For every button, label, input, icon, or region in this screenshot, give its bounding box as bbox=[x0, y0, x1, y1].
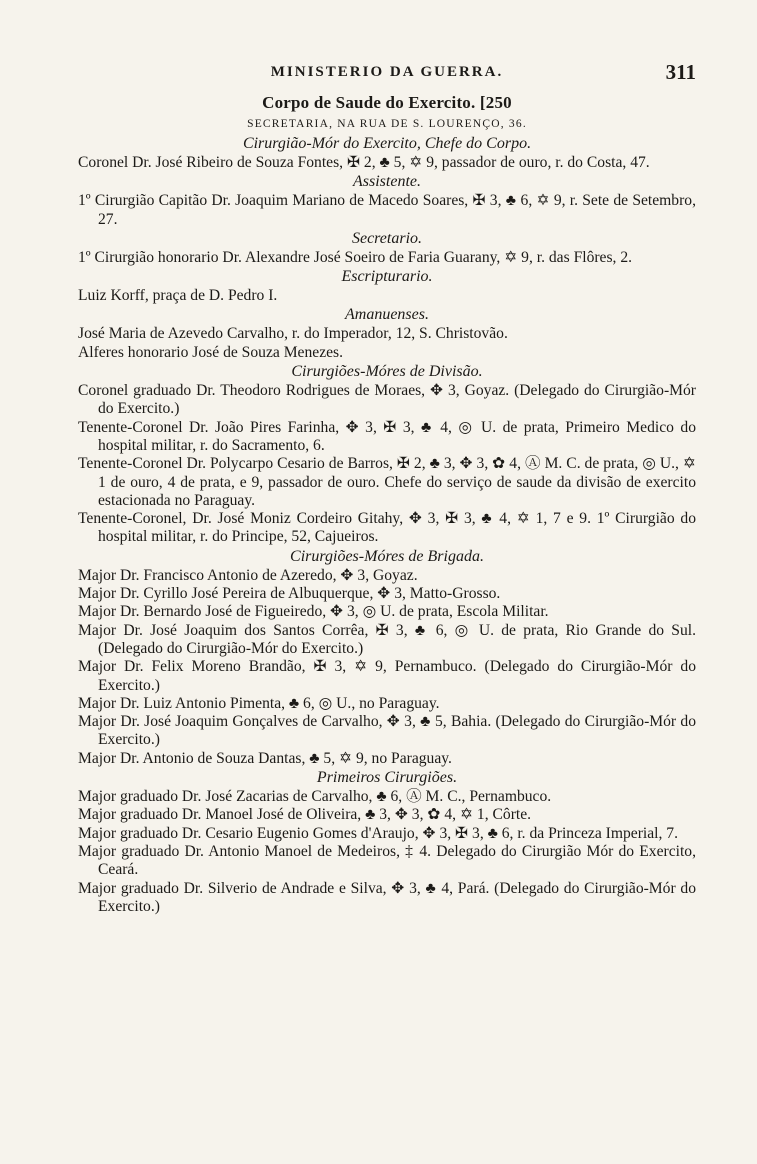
roster-entry: Major Dr. Luiz Antonio Pimenta, ♣ 6, ◎ U., no Paraguay. bbox=[78, 694, 440, 712]
roster-entry: Major Dr. Antonio de Souza Dantas, ♣ 5, ✡ 9, no Paraguay. bbox=[78, 749, 452, 767]
roster-entry: José Maria de Azevedo Carvalho, r. do Imperador, 12, S. Christovão. bbox=[78, 325, 508, 343]
roster-entry: Tenente-Coronel Dr. Polycarpo Cesario de Barros, ✠ 2, ♣ 3, ✥ 3, ✿ 4, Ⓐ M. C. de prata, ◎ U., ✡ 1 de ouro, 4 de prata, e 9, passador de ouro. Chefe do serviço de saude da divisão de exercito estacionada no Paraguay. bbox=[78, 455, 696, 509]
document-body bbox=[78, 134, 696, 916]
roster-entry: Major graduado Dr. Silverio de Andrade e Silva, ✥ 3, ♣ 4, Pará. (Delegado do Cirurgião-Mór do Exercito.) bbox=[78, 879, 696, 915]
roster-entry: Major Dr. Bernardo José de Figueiredo, ✥ 3, ◎ U. de prata, Escola Militar. bbox=[78, 603, 549, 621]
roster-entry: Major Dr. Felix Moreno Brandão, ✠ 3, ✡ 9, Pernambuco. (Delegado do Cirurgião-Mór do Exercito.) bbox=[78, 658, 696, 694]
section-heading: Secretario. bbox=[351, 229, 423, 247]
roster-entry: Tenente-Coronel Dr. João Pires Farinha, ✥ 3, ✠ 3, ♣ 4, ◎ U. de prata, Primeiro Medico do hospital militar, r. do Sacramento, 6. bbox=[78, 418, 696, 454]
roster-entry: Major Dr. Cyrillo José Pereira de Albuquerque, ✥ 3, Matto-Grosso. bbox=[78, 585, 501, 603]
section-heading: Primeiros Cirurgiões. bbox=[316, 769, 458, 787]
roster-entry: Major graduado Dr. Manoel José de Oliveira, ♣ 3, ✥ 3, ✿ 4, ✡ 1, Côrte. bbox=[78, 806, 532, 824]
section-heading: Assistente. bbox=[353, 173, 421, 191]
roster-entry: Major Dr. José Joaquim Gonçalves de Carvalho, ✥ 3, ♣ 5, Bahia. (Delegado do Cirurgião-Mór do Exercito.) bbox=[78, 713, 696, 749]
secretariat-address: SECRETARIA, NA RUA DE S. LOURENÇO, 36. bbox=[247, 118, 527, 130]
section-heading: Cirurgião-Mór do Exercito, Chefe do Corpo. bbox=[242, 135, 532, 152]
roster-entry: Alferes honorario José de Souza Menezes. bbox=[78, 343, 344, 361]
roster-entry: Luiz Korff, praça de D. Pedro I. bbox=[78, 287, 278, 305]
running-head: MINISTERIO DA GUERRA. bbox=[270, 64, 504, 80]
page-header bbox=[78, 58, 696, 92]
section-heading: Cirurgiões-Móres de Brigada. bbox=[290, 547, 484, 565]
roster-entry: Major Dr. José Joaquim dos Santos Corrêa, ✠ 3, ♣ 6, ◎ U. de prata, Rio Grande do Sul. (Delegado do Cirurgião-Mór do Exercito.) bbox=[78, 621, 696, 657]
roster-entry: Tenente-Coronel, Dr. José Moniz Cordeiro Gitahy, ✥ 3, ✠ 3, ♣ 4, ✡ 1, 7 e 9. 1º Cirurgião do hospital militar, r. do Principe, 52, Cajueiros. bbox=[78, 510, 696, 546]
roster-entry: Major graduado Dr. Cesario Eugenio Gomes d'Araujo, ✥ 3, ✠ 3, ♣ 6, r. da Princeza Imperial, 7. bbox=[78, 824, 678, 842]
roster-entry: Coronel Dr. José Ribeiro de Souza Fontes, ✠ 2, ♣ 5, ✡ 9, passador de ouro, r. do Costa, 47. bbox=[78, 154, 650, 171]
roster-entry: 1º Cirurgião honorario Dr. Alexandre José Soeiro de Faria Guarany, ✡ 9, r. das Flôres, 2. bbox=[78, 248, 633, 266]
page-number: 311 bbox=[665, 60, 696, 84]
roster-entry: 1º Cirurgião Capitão Dr. Joaquim Mariano de Macedo Soares, ✠ 3, ♣ 6, ✡ 9, r. Sete de Setembro, 27. bbox=[78, 192, 696, 228]
roster-entry: Coronel graduado Dr. Theodoro Rodrigues de Moraes, ✥ 3, Goyaz. (Delegado do Cirurgião-Mór do Exercito.) bbox=[78, 382, 696, 418]
roster-entry: Major graduado Dr. Antonio Manoel de Medeiros, ‡ 4. Delegado do Cirurgião Mór do Exercito, Ceará. bbox=[78, 842, 696, 879]
section-heading: Amanuenses. bbox=[345, 306, 429, 324]
section-title: Corpo de Saude do Exercito. [250 bbox=[262, 93, 512, 112]
section-heading: Cirurgiões-Móres de Divisão. bbox=[291, 363, 483, 381]
document-page bbox=[78, 58, 696, 916]
roster-entry: Major Dr. Francisco Antonio de Azeredo, ✥ 3, Goyaz. bbox=[78, 566, 418, 584]
roster-entry: Major graduado Dr. José Zacarias de Carvalho, ♣ 6, Ⓐ M. C., Pernambuco. bbox=[78, 788, 552, 806]
section-heading: Escripturario. bbox=[341, 268, 433, 286]
